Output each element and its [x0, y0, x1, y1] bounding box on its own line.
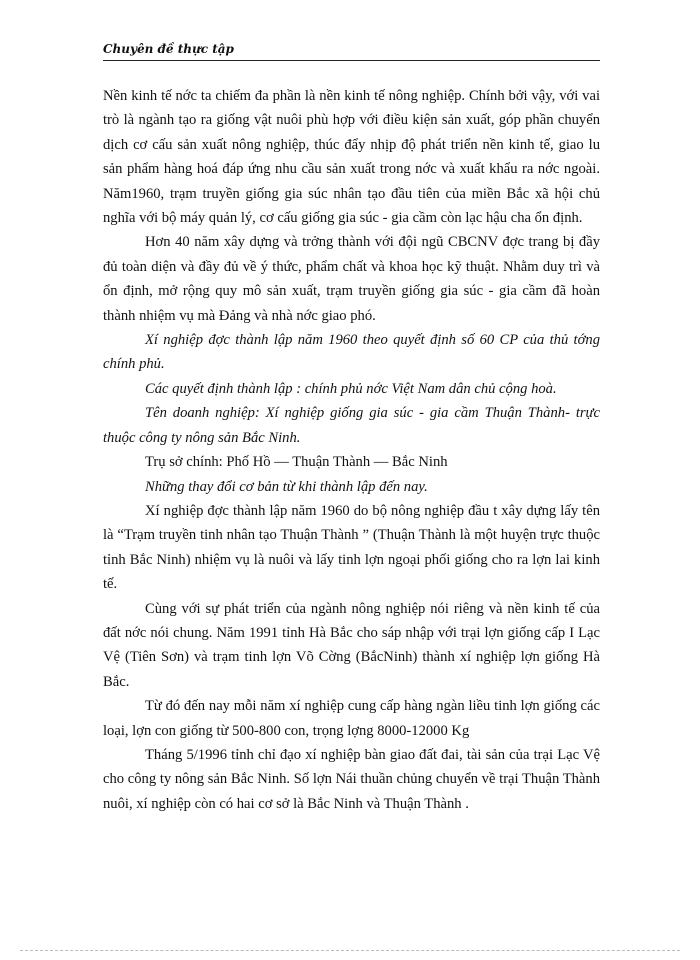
paragraph-founding-decision: Xí nghiệp đợc thành lập năm 1960 theo quyết định số 60 CP của thủ tớng chính phủ. [103, 332, 600, 373]
paragraph-headquarters: Trụ sở chính: Phố Hồ — Thuận Thành — Bắc Ninh [145, 454, 448, 471]
paragraph-changes-heading: Những thay đổi cơ bản từ khi thành lập đến nay. [145, 478, 428, 495]
paragraph-intro: Nền kinh tế nớc ta chiếm đa phần là nền kinh tế nông nghiệp. Chính bởi vậy, với vai trò là ngành tạo ra giống vật nuôi phù hợp với điều kiện sản xuất, góp phần chuyển dịch cơ cấu sản xuất nông nghiệp, thúc đẩy nhịp độ phát triển nền kinh tế, giao lu sản phẩm hàng hoá đáp ứng nhu cầu sản xuất trong nớc và xuất khẩu ra nớc ngoài. Năm1960, trạm truyền giống gia súc nhân tạo đầu tiên của miền Bắc xã hội chủ nghĩa với bộ máy quản lý, cơ cấu giống gia súc - gia cầm còn lạc hậu cha ổn định. [103, 88, 600, 227]
document-body [103, 84, 600, 816]
paragraph-production: Từ đó đến nay mỗi năm xí nghiệp cung cấp hàng ngàn liều tinh lợn giống các loại, lợn con giống từ 500-800 con, trọng lợng 8000-12000 Kg [103, 698, 600, 739]
paragraph-enterprise-name: Tên doanh nghiệp: Xí nghiệp giống gia súc - gia cầm Thuận Thành- trực thuộc công ty nông sản Bắc Ninh. [103, 405, 600, 446]
page-bottom-divider [20, 950, 680, 951]
header-title: Chuyên đề thực tập [103, 42, 234, 56]
paragraph-handover: Tháng 5/1996 tỉnh chỉ đạo xí nghiệp bàn giao đất đai, tài sản của trại Lạc Vệ cho công ty nông sản Bắc Ninh. Số lợn Nái thuần chủng chuyển về trại Thuận Thành nuôi, xí nghiệp còn có hai cơ sở là Bắc Ninh và Thuận Thành . [103, 746, 600, 812]
page-header [103, 40, 600, 61]
paragraph-history: Hơn 40 năm xây dựng và trởng thành với đội ngũ CBCNV đợc trang bị đầy đủ toàn diện và đầy đủ về ý thức, phẩm chất và khoa học kỹ thuật. Nhằm duy trì và ổn định, mở rộng quy mô sản xuất, trạm truyền giống gia súc - gia cầm đã hoàn thành nhiệm vụ mà Đảng và nhà nớc giao phó. [103, 234, 600, 324]
paragraph-establishment-decisions: Các quyết định thành lập : chính phủ nớc Việt Nam dân chủ cộng hoà. [145, 380, 557, 397]
paragraph-merger: Cùng với sự phát triển của ngành nông nghiệp nói riêng và nền kinh tế của đất nớc nói chung. Năm 1991 tỉnh Hà Bắc cho sáp nhập với trại lợn giống cấp I Lạc Vệ (Tiên Sơn) và trạm tinh lợn Võ Cờng (BắcNinh) thành xí nghiệp lợn giống Hà Bắc. [103, 600, 600, 690]
paragraph-establishment: Xí nghiệp đợc thành lập năm 1960 do bộ nông nghiệp đầu t xây dựng lấy tên là “Trạm truyền tinh nhân tạo Thuận Thành ” (Thuận Thành là một huyện trực thuộc tỉnh Bắc Ninh) nhiệm vụ là nuôi và lấy tinh lợn ngoại phối giống cho ra lợn lai kinh tế. [103, 502, 600, 593]
